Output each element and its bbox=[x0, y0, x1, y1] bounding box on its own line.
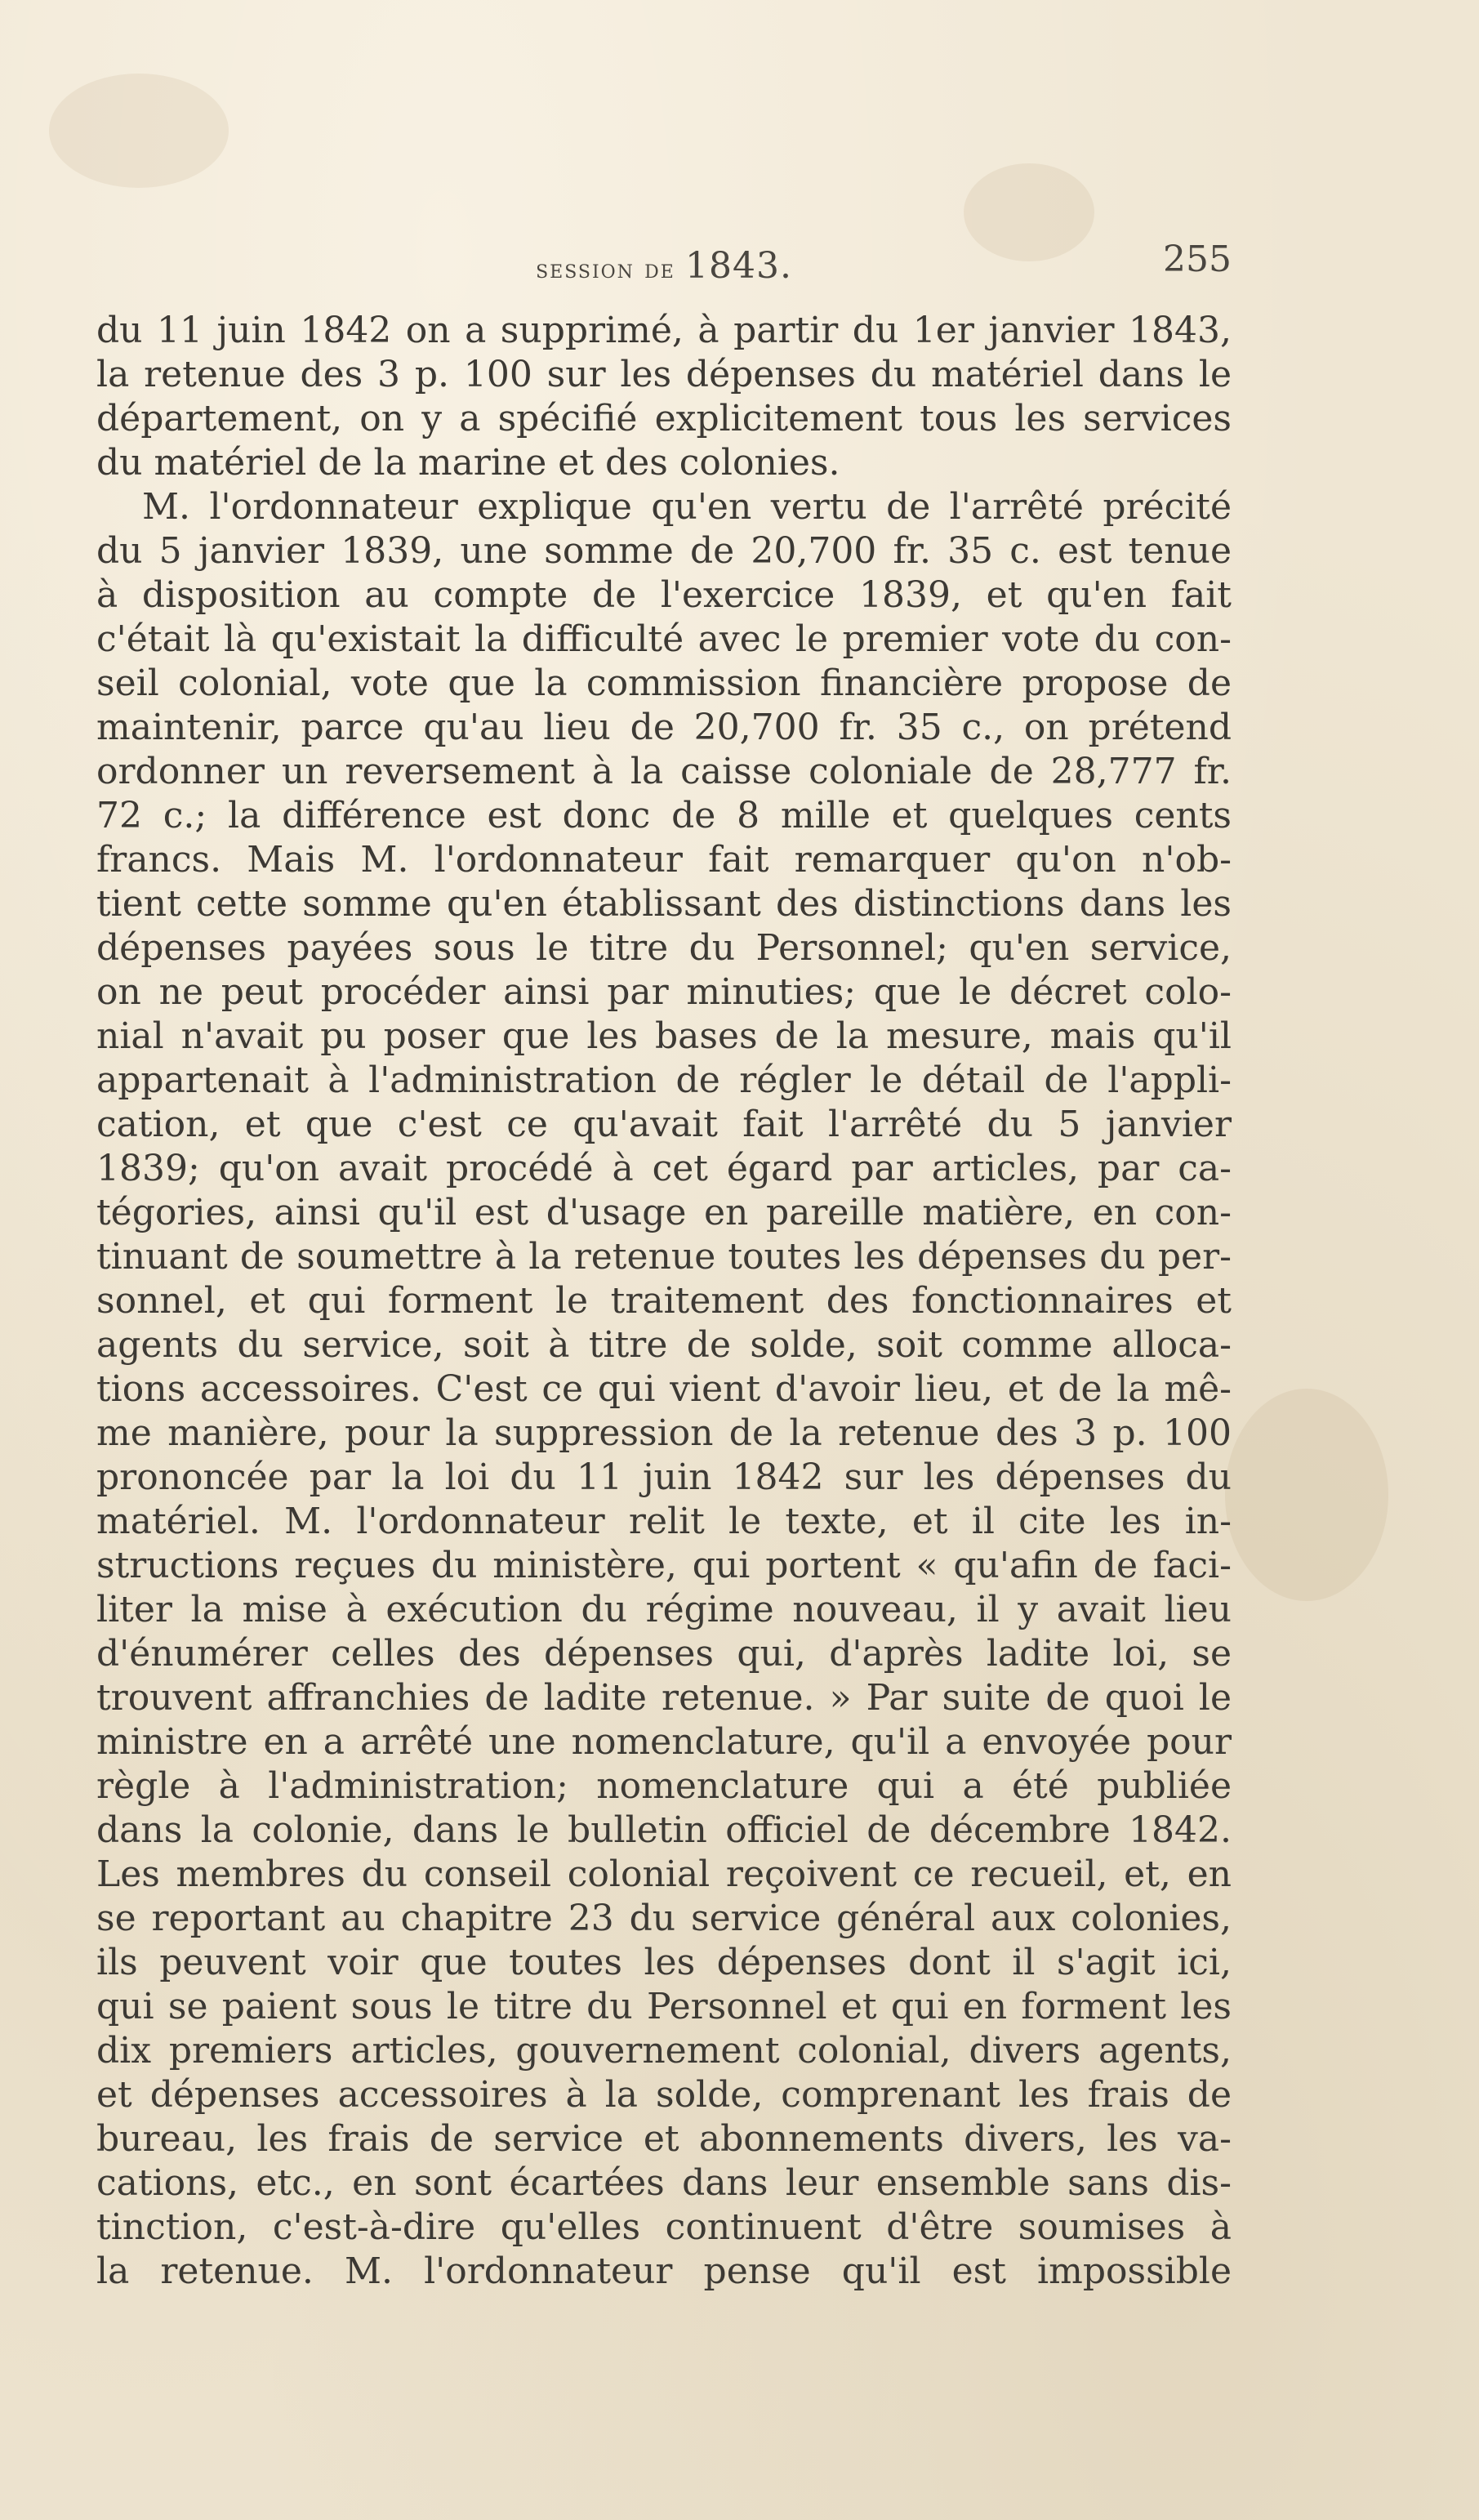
text-line: tégories, ainsi qu'il est d'usage en pareille matière, en con- bbox=[96, 1192, 1232, 1233]
paper-stain bbox=[1225, 1389, 1388, 1601]
text-line: c'était là qu'existait la difficulté avec le premier vote du con- bbox=[96, 618, 1232, 660]
text-line: dépenses payées sous le titre du Personnel; qu'en service, bbox=[96, 927, 1232, 969]
text-line: cations, etc., en sont écartées dans leur ensemble sans dis- bbox=[96, 2162, 1232, 2204]
text-line: tinction, c'est-à-dire qu'elles continuent d'être soumises à bbox=[96, 2206, 1232, 2248]
text-line: matériel. M. l'ordonnateur relit le texte, et il cite les in- bbox=[96, 1501, 1232, 1542]
text-line: trouvent affranchies de ladite retenue. » Par suite de quoi le bbox=[96, 1677, 1232, 1719]
text-line: M. l'ordonnateur explique qu'en vertu de l'arrêté précité bbox=[142, 486, 1232, 528]
page-number: 255 bbox=[1163, 239, 1232, 280]
text-line: tient cette somme qu'en établissant des distinctions dans les bbox=[96, 883, 1232, 925]
text-line: bureau, les frais de service et abonnements divers, les va- bbox=[96, 2118, 1232, 2160]
running-title-text: session de bbox=[536, 253, 675, 284]
text-line: sonnel, et qui forment le traitement des fonctionnaires et bbox=[96, 1280, 1232, 1322]
text-line: du matériel de la marine et des colonies. bbox=[96, 442, 840, 484]
text-line: département, on y a spécifié explicitement tous les services bbox=[96, 398, 1232, 439]
text-line: d'énumérer celles des dépenses qui, d'après ladite loi, se bbox=[96, 1633, 1232, 1675]
text-line: nial n'avait pu poser que les bases de la mesure, mais qu'il bbox=[96, 1015, 1232, 1057]
running-title-year: 1843. bbox=[684, 245, 792, 287]
running-title bbox=[96, 245, 1232, 287]
text-line: tions accessoires. C'est ce qui vient d'avoir lieu, et de la mê- bbox=[96, 1368, 1232, 1410]
text-line: à disposition au compte de l'exercice 1839, et qu'en fait bbox=[96, 574, 1232, 616]
text-line: maintenir, parce qu'au lieu de 20,700 fr. 35 c., on prétend bbox=[96, 707, 1232, 748]
text-line: ministre en a arrêté une nomenclature, qu'il a envoyée pour bbox=[96, 1721, 1232, 1763]
text-line: liter la mise à exécution du régime nouveau, il y avait lieu bbox=[96, 1589, 1232, 1630]
text-line: se reportant au chapitre 23 du service général aux colonies, bbox=[96, 1898, 1232, 1939]
text-line: tinuant de soumettre à la retenue toutes les dépenses du per- bbox=[96, 1236, 1232, 1278]
text-line: dans la colonie, dans le bulletin officiel de décembre 1842. bbox=[96, 1809, 1232, 1851]
text-line: 72 c.; la différence est donc de 8 mille et quelques cents bbox=[96, 795, 1232, 836]
text-line: Les membres du conseil colonial reçoivent ce recueil, et, en bbox=[96, 1853, 1232, 1895]
body-text bbox=[96, 309, 1232, 2294]
text-line: francs. Mais M. l'ordonnateur fait remarquer qu'on n'ob- bbox=[96, 839, 1232, 881]
text-line: et dépenses accessoires à la solde, comprenant les frais de bbox=[96, 2074, 1232, 2116]
text-line: dix premiers articles, gouvernement colonial, divers agents, bbox=[96, 2030, 1232, 2072]
text-line: me manière, pour la suppression de la retenue des 3 p. 100 bbox=[96, 1412, 1232, 1454]
text-line: on ne peut procéder ainsi par minuties; que le décret colo- bbox=[96, 971, 1232, 1013]
text-line: seil colonial, vote que la commission financière propose de bbox=[96, 662, 1232, 704]
text-line: la retenue des 3 p. 100 sur les dépenses du matériel dans le bbox=[96, 354, 1232, 395]
text-line: 1839; qu'on avait procédé à cet égard par articles, par ca- bbox=[96, 1148, 1232, 1189]
text-line: ordonner un reversement à la caisse coloniale de 28,777 fr. bbox=[96, 751, 1232, 792]
text-line: règle à l'administration; nomenclature qui a été publiée bbox=[96, 1765, 1232, 1807]
text-line: ils peuvent voir que toutes les dépenses dont il s'agit ici, bbox=[96, 1942, 1232, 1983]
text-line: agents du service, soit à titre de solde, soit comme alloca- bbox=[96, 1324, 1232, 1366]
text-line: cation, et que c'est ce qu'avait fait l'arrêté du 5 janvier bbox=[96, 1104, 1232, 1145]
text-line: la retenue. M. l'ordonnateur pense qu'il est impossible bbox=[96, 2250, 1232, 2292]
running-head bbox=[96, 239, 1232, 288]
text-line: du 5 janvier 1839, une somme de 20,700 fr. 35 c. est tenue bbox=[96, 530, 1232, 572]
text-line: appartenait à l'administration de régler le détail de l'appli- bbox=[96, 1059, 1232, 1101]
text-line: prononcée par la loi du 11 juin 1842 sur les dépenses du bbox=[96, 1456, 1232, 1498]
text-line: du 11 juin 1842 on a supprimé, à partir du 1er janvier 1843, bbox=[96, 310, 1232, 351]
text-line: qui se paient sous le titre du Personnel et qui en forment les bbox=[96, 1986, 1232, 2027]
text-line: structions reçues du ministère, qui portent « qu'afin de faci- bbox=[96, 1545, 1232, 1586]
paper-stain bbox=[49, 74, 229, 188]
